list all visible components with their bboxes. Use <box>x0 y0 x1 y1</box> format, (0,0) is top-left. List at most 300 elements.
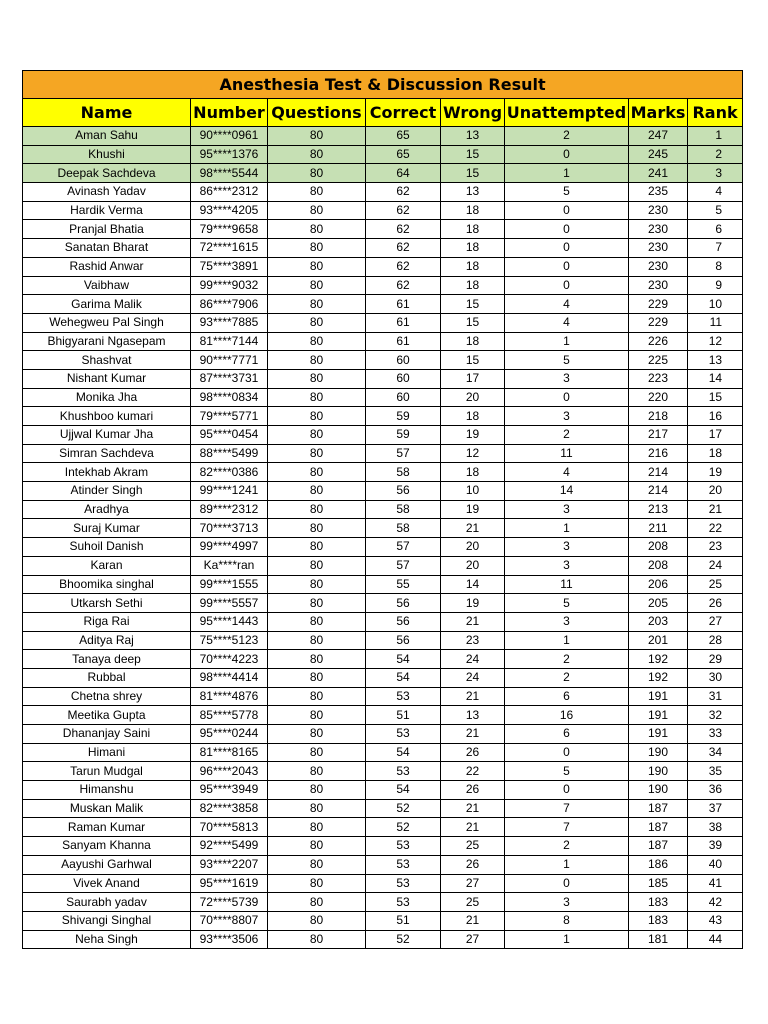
cell-wrong: 26 <box>441 743 505 762</box>
table-row <box>23 575 743 594</box>
column-header-correct[interactable]: Correct <box>366 99 441 127</box>
cell-correct: 52 <box>366 818 441 837</box>
cell-correct: 57 <box>366 556 441 575</box>
cell-marks: 235 <box>629 183 688 202</box>
cell-marks: 223 <box>629 369 688 388</box>
cell-correct: 52 <box>366 799 441 818</box>
cell-marks: 213 <box>629 500 688 519</box>
cell-unattempted: 3 <box>505 893 629 912</box>
cell-wrong: 18 <box>441 239 505 258</box>
cell-name: Suraj Kumar <box>23 519 191 538</box>
cell-correct: 54 <box>366 650 441 669</box>
cell-number: 93****2207 <box>191 855 268 874</box>
table-title: Anesthesia Test & Discussion Result <box>23 71 743 99</box>
cell-questions: 80 <box>268 519 366 538</box>
table-row <box>23 500 743 519</box>
cell-name: Karan <box>23 556 191 575</box>
cell-wrong: 21 <box>441 519 505 538</box>
cell-rank: 16 <box>688 407 743 426</box>
table-row <box>23 631 743 650</box>
cell-marks: 191 <box>629 725 688 744</box>
cell-rank: 26 <box>688 594 743 613</box>
cell-unattempted: 5 <box>505 351 629 370</box>
cell-wrong: 21 <box>441 725 505 744</box>
cell-wrong: 12 <box>441 444 505 463</box>
cell-unattempted: 0 <box>505 145 629 164</box>
cell-wrong: 13 <box>441 127 505 146</box>
cell-marks: 186 <box>629 855 688 874</box>
cell-number: 90****0961 <box>191 127 268 146</box>
cell-rank: 29 <box>688 650 743 669</box>
cell-number: 90****7771 <box>191 351 268 370</box>
cell-name: Khushboo kumari <box>23 407 191 426</box>
table-row <box>23 519 743 538</box>
cell-unattempted: 6 <box>505 687 629 706</box>
cell-name: Rubbal <box>23 668 191 687</box>
cell-number: 81****8165 <box>191 743 268 762</box>
cell-correct: 53 <box>366 837 441 856</box>
cell-unattempted: 1 <box>505 631 629 650</box>
cell-name: Tanaya deep <box>23 650 191 669</box>
cell-name: Himani <box>23 743 191 762</box>
cell-rank: 44 <box>688 930 743 949</box>
cell-rank: 5 <box>688 201 743 220</box>
table-row <box>23 295 743 314</box>
cell-name: Bhoomika singhal <box>23 575 191 594</box>
cell-rank: 11 <box>688 313 743 332</box>
cell-wrong: 15 <box>441 313 505 332</box>
cell-wrong: 10 <box>441 482 505 501</box>
table-row <box>23 818 743 837</box>
cell-rank: 24 <box>688 556 743 575</box>
cell-name: Intekhab Akram <box>23 463 191 482</box>
cell-wrong: 13 <box>441 183 505 202</box>
cell-questions: 80 <box>268 482 366 501</box>
cell-questions: 80 <box>268 201 366 220</box>
cell-marks: 226 <box>629 332 688 351</box>
cell-questions: 80 <box>268 332 366 351</box>
cell-number: 95****3949 <box>191 781 268 800</box>
cell-unattempted: 7 <box>505 799 629 818</box>
cell-questions: 80 <box>268 799 366 818</box>
cell-number: 85****5778 <box>191 706 268 725</box>
cell-marks: 229 <box>629 313 688 332</box>
cell-name: Meetika Gupta <box>23 706 191 725</box>
cell-wrong: 18 <box>441 463 505 482</box>
cell-wrong: 20 <box>441 556 505 575</box>
cell-marks: 245 <box>629 145 688 164</box>
cell-number: 86****7906 <box>191 295 268 314</box>
cell-name: Khushi <box>23 145 191 164</box>
cell-marks: 206 <box>629 575 688 594</box>
cell-correct: 57 <box>366 444 441 463</box>
table-row <box>23 706 743 725</box>
cell-unattempted: 2 <box>505 650 629 669</box>
cell-wrong: 18 <box>441 201 505 220</box>
cell-correct: 60 <box>366 351 441 370</box>
cell-name: Muskan Malik <box>23 799 191 818</box>
cell-unattempted: 11 <box>505 444 629 463</box>
cell-unattempted: 1 <box>505 332 629 351</box>
cell-name: Monika Jha <box>23 388 191 407</box>
cell-number: 93****4205 <box>191 201 268 220</box>
cell-rank: 3 <box>688 164 743 183</box>
cell-marks: 183 <box>629 893 688 912</box>
cell-unattempted: 8 <box>505 911 629 930</box>
cell-correct: 53 <box>366 725 441 744</box>
cell-correct: 53 <box>366 687 441 706</box>
cell-unattempted: 1 <box>505 930 629 949</box>
cell-marks: 230 <box>629 220 688 239</box>
cell-questions: 80 <box>268 463 366 482</box>
cell-unattempted: 4 <box>505 313 629 332</box>
cell-wrong: 15 <box>441 295 505 314</box>
table-row <box>23 743 743 762</box>
table-row <box>23 239 743 258</box>
cell-rank: 37 <box>688 799 743 818</box>
cell-number: 86****2312 <box>191 183 268 202</box>
cell-correct: 60 <box>366 369 441 388</box>
cell-unattempted: 3 <box>505 500 629 519</box>
table-row <box>23 874 743 893</box>
cell-questions: 80 <box>268 426 366 445</box>
cell-questions: 80 <box>268 369 366 388</box>
table-row <box>23 220 743 239</box>
cell-number: 96****2043 <box>191 762 268 781</box>
cell-unattempted: 1 <box>505 855 629 874</box>
cell-unattempted: 2 <box>505 837 629 856</box>
column-header-marks[interactable]: Marks <box>629 99 688 127</box>
cell-questions: 80 <box>268 930 366 949</box>
cell-wrong: 15 <box>441 164 505 183</box>
cell-correct: 59 <box>366 426 441 445</box>
cell-wrong: 27 <box>441 874 505 893</box>
cell-marks: 220 <box>629 388 688 407</box>
cell-questions: 80 <box>268 313 366 332</box>
cell-number: 92****5499 <box>191 837 268 856</box>
cell-questions: 80 <box>268 127 366 146</box>
cell-correct: 51 <box>366 911 441 930</box>
cell-questions: 80 <box>268 183 366 202</box>
cell-rank: 41 <box>688 874 743 893</box>
cell-correct: 53 <box>366 874 441 893</box>
cell-rank: 9 <box>688 276 743 295</box>
table-row <box>23 145 743 164</box>
table-row <box>23 538 743 557</box>
cell-wrong: 23 <box>441 631 505 650</box>
cell-marks: 190 <box>629 781 688 800</box>
cell-name: Dhananjay Saini <box>23 725 191 744</box>
cell-correct: 62 <box>366 276 441 295</box>
cell-wrong: 26 <box>441 855 505 874</box>
column-header-name[interactable]: Name <box>23 99 191 127</box>
cell-marks: 211 <box>629 519 688 538</box>
cell-number: 99****5557 <box>191 594 268 613</box>
cell-marks: 190 <box>629 762 688 781</box>
cell-wrong: 18 <box>441 407 505 426</box>
cell-rank: 7 <box>688 239 743 258</box>
cell-rank: 39 <box>688 837 743 856</box>
cell-marks: 208 <box>629 556 688 575</box>
cell-questions: 80 <box>268 668 366 687</box>
table-row <box>23 351 743 370</box>
cell-marks: 241 <box>629 164 688 183</box>
cell-questions: 80 <box>268 725 366 744</box>
cell-unattempted: 2 <box>505 127 629 146</box>
table-row <box>23 725 743 744</box>
cell-number: 89****2312 <box>191 500 268 519</box>
cell-questions: 80 <box>268 257 366 276</box>
cell-name: Hardik Verma <box>23 201 191 220</box>
cell-questions: 80 <box>268 164 366 183</box>
cell-questions: 80 <box>268 762 366 781</box>
cell-rank: 17 <box>688 426 743 445</box>
cell-name: Avinash Yadav <box>23 183 191 202</box>
cell-number: 75****3891 <box>191 257 268 276</box>
cell-name: Atinder Singh <box>23 482 191 501</box>
cell-wrong: 17 <box>441 369 505 388</box>
cell-unattempted: 0 <box>505 781 629 800</box>
cell-rank: 25 <box>688 575 743 594</box>
cell-correct: 57 <box>366 538 441 557</box>
cell-unattempted: 4 <box>505 463 629 482</box>
cell-questions: 80 <box>268 706 366 725</box>
table-row <box>23 687 743 706</box>
result-table <box>22 70 743 949</box>
cell-marks: 190 <box>629 743 688 762</box>
cell-marks: 192 <box>629 650 688 669</box>
header-row <box>23 99 743 127</box>
cell-correct: 53 <box>366 893 441 912</box>
cell-number: 99****1241 <box>191 482 268 501</box>
cell-unattempted: 0 <box>505 276 629 295</box>
table-row <box>23 837 743 856</box>
cell-name: Utkarsh Sethi <box>23 594 191 613</box>
cell-name: Aayushi Garhwal <box>23 855 191 874</box>
cell-name: Vaibhaw <box>23 276 191 295</box>
cell-unattempted: 14 <box>505 482 629 501</box>
cell-number: 82****3858 <box>191 799 268 818</box>
cell-number: 93****7885 <box>191 313 268 332</box>
cell-rank: 23 <box>688 538 743 557</box>
cell-unattempted: 4 <box>505 295 629 314</box>
cell-questions: 80 <box>268 818 366 837</box>
cell-correct: 62 <box>366 239 441 258</box>
cell-correct: 55 <box>366 575 441 594</box>
table-row <box>23 799 743 818</box>
cell-correct: 61 <box>366 332 441 351</box>
cell-number: 82****0386 <box>191 463 268 482</box>
cell-name: Wehegweu Pal Singh <box>23 313 191 332</box>
cell-wrong: 13 <box>441 706 505 725</box>
cell-marks: 187 <box>629 837 688 856</box>
cell-wrong: 25 <box>441 837 505 856</box>
cell-number: Ka****ran <box>191 556 268 575</box>
cell-name: Chetna shrey <box>23 687 191 706</box>
cell-marks: 214 <box>629 482 688 501</box>
cell-rank: 27 <box>688 612 743 631</box>
cell-name: Ujjwal Kumar Jha <box>23 426 191 445</box>
cell-rank: 19 <box>688 463 743 482</box>
cell-name: Tarun Mudgal <box>23 762 191 781</box>
cell-number: 79****9658 <box>191 220 268 239</box>
cell-questions: 80 <box>268 612 366 631</box>
column-header-questions[interactable]: Questions <box>268 99 366 127</box>
column-header-wrong[interactable]: Wrong <box>441 99 505 127</box>
table-row <box>23 482 743 501</box>
cell-marks: 218 <box>629 407 688 426</box>
table-row <box>23 444 743 463</box>
cell-marks: 181 <box>629 930 688 949</box>
cell-unattempted: 16 <box>505 706 629 725</box>
cell-unattempted: 0 <box>505 743 629 762</box>
cell-correct: 56 <box>366 612 441 631</box>
cell-number: 70****5813 <box>191 818 268 837</box>
cell-correct: 58 <box>366 519 441 538</box>
cell-wrong: 19 <box>441 500 505 519</box>
cell-number: 95****1376 <box>191 145 268 164</box>
cell-number: 95****0244 <box>191 725 268 744</box>
column-header-unattempted[interactable]: Unattempted <box>505 99 629 127</box>
cell-correct: 65 <box>366 145 441 164</box>
column-header-rank[interactable]: Rank <box>688 99 743 127</box>
cell-rank: 40 <box>688 855 743 874</box>
cell-questions: 80 <box>268 407 366 426</box>
cell-name: Rashid Anwar <box>23 257 191 276</box>
table-row <box>23 911 743 930</box>
cell-correct: 58 <box>366 463 441 482</box>
cell-number: 98****4414 <box>191 668 268 687</box>
cell-correct: 65 <box>366 127 441 146</box>
cell-questions: 80 <box>268 145 366 164</box>
cell-correct: 59 <box>366 407 441 426</box>
cell-rank: 14 <box>688 369 743 388</box>
cell-name: Shashvat <box>23 351 191 370</box>
cell-wrong: 15 <box>441 351 505 370</box>
cell-number: 98****0834 <box>191 388 268 407</box>
cell-correct: 61 <box>366 313 441 332</box>
table-row <box>23 276 743 295</box>
cell-unattempted: 0 <box>505 201 629 220</box>
cell-questions: 80 <box>268 276 366 295</box>
table-row <box>23 369 743 388</box>
cell-name: Nishant Kumar <box>23 369 191 388</box>
cell-rank: 38 <box>688 818 743 837</box>
cell-name: Deepak Sachdeva <box>23 164 191 183</box>
cell-name: Aradhya <box>23 500 191 519</box>
cell-marks: 191 <box>629 687 688 706</box>
table-row <box>23 612 743 631</box>
cell-rank: 18 <box>688 444 743 463</box>
cell-name: Aman Sahu <box>23 127 191 146</box>
cell-wrong: 15 <box>441 145 505 164</box>
table-body <box>23 127 743 949</box>
cell-wrong: 20 <box>441 388 505 407</box>
cell-marks: 230 <box>629 239 688 258</box>
cell-marks: 192 <box>629 668 688 687</box>
cell-name: Raman Kumar <box>23 818 191 837</box>
cell-questions: 80 <box>268 893 366 912</box>
cell-unattempted: 3 <box>505 612 629 631</box>
cell-questions: 80 <box>268 650 366 669</box>
cell-rank: 6 <box>688 220 743 239</box>
cell-number: 93****3506 <box>191 930 268 949</box>
cell-marks: 214 <box>629 463 688 482</box>
table-row <box>23 332 743 351</box>
cell-rank: 32 <box>688 706 743 725</box>
cell-rank: 12 <box>688 332 743 351</box>
cell-questions: 80 <box>268 837 366 856</box>
table-row <box>23 257 743 276</box>
table-row <box>23 594 743 613</box>
table-row <box>23 388 743 407</box>
cell-rank: 8 <box>688 257 743 276</box>
cell-marks: 225 <box>629 351 688 370</box>
cell-wrong: 21 <box>441 687 505 706</box>
cell-correct: 56 <box>366 631 441 650</box>
cell-number: 95****1619 <box>191 874 268 893</box>
table-row <box>23 893 743 912</box>
column-header-number[interactable]: Number <box>191 99 268 127</box>
cell-unattempted: 3 <box>505 369 629 388</box>
cell-unattempted: 0 <box>505 257 629 276</box>
cell-unattempted: 5 <box>505 594 629 613</box>
result-sheet <box>22 70 742 949</box>
table-row <box>23 426 743 445</box>
cell-questions: 80 <box>268 556 366 575</box>
cell-marks: 201 <box>629 631 688 650</box>
cell-number: 88****5499 <box>191 444 268 463</box>
cell-marks: 187 <box>629 818 688 837</box>
cell-correct: 61 <box>366 295 441 314</box>
cell-number: 99****1555 <box>191 575 268 594</box>
cell-correct: 52 <box>366 930 441 949</box>
cell-marks: 230 <box>629 201 688 220</box>
cell-correct: 58 <box>366 500 441 519</box>
cell-wrong: 21 <box>441 612 505 631</box>
cell-marks: 187 <box>629 799 688 818</box>
cell-number: 81****7144 <box>191 332 268 351</box>
cell-number: 87****3731 <box>191 369 268 388</box>
cell-number: 79****5771 <box>191 407 268 426</box>
cell-unattempted: 5 <box>505 183 629 202</box>
cell-unattempted: 3 <box>505 556 629 575</box>
table-row <box>23 556 743 575</box>
cell-name: Aditya Raj <box>23 631 191 650</box>
cell-rank: 13 <box>688 351 743 370</box>
cell-number: 70****4223 <box>191 650 268 669</box>
cell-rank: 2 <box>688 145 743 164</box>
cell-questions: 80 <box>268 239 366 258</box>
cell-questions: 80 <box>268 743 366 762</box>
cell-wrong: 24 <box>441 650 505 669</box>
cell-unattempted: 0 <box>505 874 629 893</box>
table-row <box>23 201 743 220</box>
cell-correct: 60 <box>366 388 441 407</box>
cell-questions: 80 <box>268 351 366 370</box>
cell-marks: 185 <box>629 874 688 893</box>
cell-marks: 229 <box>629 295 688 314</box>
cell-questions: 80 <box>268 500 366 519</box>
cell-correct: 62 <box>366 183 441 202</box>
cell-unattempted: 0 <box>505 239 629 258</box>
cell-name: Garima Malik <box>23 295 191 314</box>
cell-questions: 80 <box>268 388 366 407</box>
cell-questions: 80 <box>268 874 366 893</box>
cell-correct: 56 <box>366 482 441 501</box>
cell-rank: 35 <box>688 762 743 781</box>
cell-marks: 183 <box>629 911 688 930</box>
